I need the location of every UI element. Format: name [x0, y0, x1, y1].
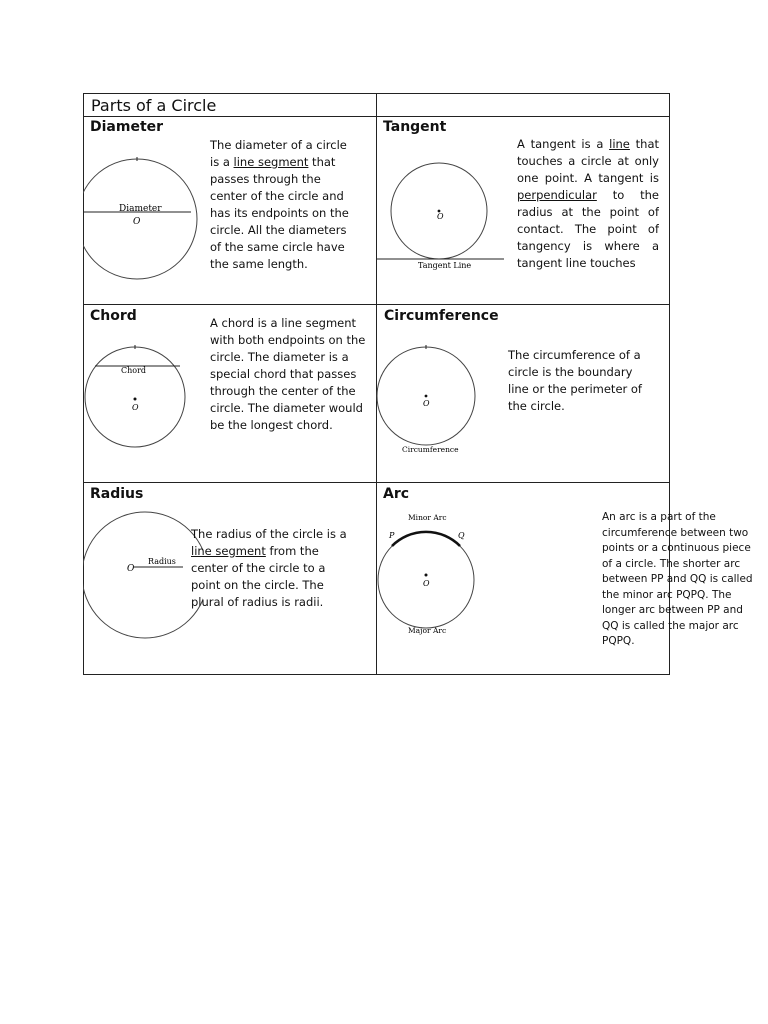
table-row-divider-3	[83, 482, 670, 483]
radius-description	[191, 526, 347, 611]
chord-heading: Chord	[90, 308, 137, 324]
chord-description: A chord is a line segment with both endpoints on the circle. The diameter is a special chord that passes through the center of the circle. The diameter would be the longest chord.	[210, 316, 366, 432]
diameter-text-part-2: that passes through the center of the circle and has its endpoints on the circle. All the diameters of the same circle have the same length.	[210, 155, 349, 271]
radius-text-link: line segment	[191, 544, 266, 558]
diameter-center-label: O	[133, 217, 141, 227]
radius-diagram	[83, 505, 203, 655]
tangent-text-part-1: A tangent is a	[517, 137, 610, 151]
diameter-text-part-1: The diameter of a circle is a	[210, 138, 347, 169]
arc-minor-label: Minor Arc	[408, 513, 447, 522]
tangent-text-link-line: line	[609, 137, 630, 151]
arc-major-label: Major Arc	[408, 626, 447, 635]
chord-diagram	[83, 338, 198, 456]
radius-heading: Radius	[90, 486, 144, 502]
diameter-description	[210, 137, 358, 273]
arc-center-point	[425, 574, 428, 577]
circumference-diagram	[376, 338, 481, 460]
tangent-heading: Tangent	[383, 119, 447, 135]
circumference-center-label: O	[423, 399, 430, 408]
circumference-heading: Circumference	[384, 308, 499, 324]
radius-diagram-label: Radius	[148, 557, 176, 566]
tangent-center-label: O	[437, 212, 444, 221]
tangent-diagram-label: Tangent Line	[418, 261, 472, 270]
tangent-text-link-perpendicular: perpendicular	[517, 188, 597, 202]
radius-text-part-1: The radius of the circle is a	[191, 527, 347, 541]
chord-diagram-label: Chord	[121, 366, 147, 375]
chord-center-label: O	[132, 403, 139, 412]
tangent-text-part-3: to the radius at the point of contact. The point of tangency is where a tangent line touches	[517, 188, 659, 270]
chord-center-point	[134, 398, 137, 401]
arc-description: An arc is a part of the circumference between two points or a continuous piece of a circle. The shorter arc between PP and QQ is called the minor arc PQPQ. The longer arc between PP and QQ is called the major arc PQPQ.	[602, 511, 753, 647]
arc-point-q-label: Q	[458, 531, 465, 540]
chord-circle	[85, 347, 185, 447]
radius-text-part-2: from the center of the circle to a point on the circle. The plural of radius is radii.	[191, 544, 326, 609]
tangent-description	[517, 136, 659, 288]
page-title: Parts of a Circle	[91, 96, 217, 115]
tangent-diagram	[376, 155, 508, 275]
arc-heading: Arc	[383, 486, 410, 502]
diameter-heading: Diameter	[90, 119, 164, 135]
radius-circle	[83, 512, 203, 638]
table-row-divider-1	[83, 116, 670, 117]
tangent-text-part-2: that touches a circle at only one point. A tangent is	[517, 137, 659, 185]
circumference-center-point	[425, 395, 428, 398]
circumference-description: The circumference of a circle is the boundary line or the perimeter of the circle.	[508, 348, 642, 413]
diameter-diagram	[83, 150, 208, 290]
diameter-diagram-label: Diameter	[119, 204, 162, 214]
arc-center-label: O	[423, 579, 430, 588]
arc-diagram	[376, 508, 486, 643]
minor-arc-path	[392, 532, 460, 546]
circumference-diagram-label: Circumference	[402, 445, 459, 454]
radius-center-label: O	[127, 564, 135, 574]
arc-point-p-label: P	[389, 531, 395, 540]
table-row-divider-2	[83, 304, 670, 305]
diameter-text-link: line segment	[233, 155, 309, 169]
